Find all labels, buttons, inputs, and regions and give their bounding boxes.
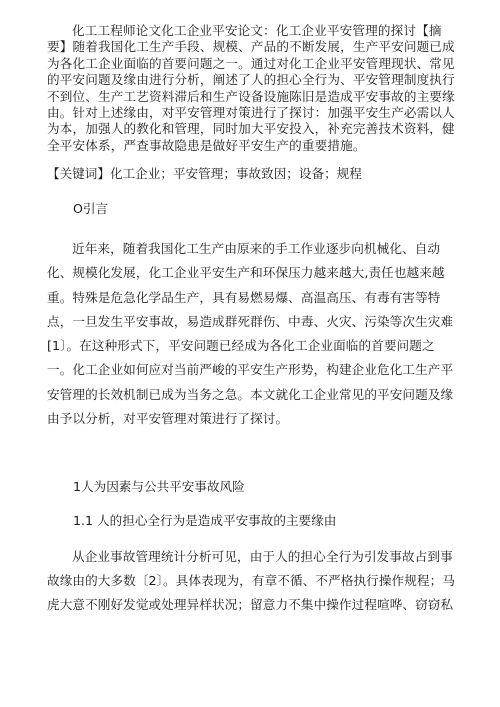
section-1-1-heading: 1.1 人的担心全行为是造成平安事故的主要缘由 [73, 513, 337, 528]
intro-heading: O引言 [73, 201, 109, 216]
section-1-heading: 1人为因素与公共平安事故风险 [73, 479, 245, 494]
abstract-paragraph: 化工工程师论文化工企业平安论文：化工企业平安管理的探讨【摘要】随着我国化工生产手段、规模、产品的不断发展，生产平安问题已成为各化工企业面临的首要问题之一。通过对化工企业平安管理现状、常见的平安问题及缘由进行分析，阐述了人的担心全行为、平安管理制度执行不到位、生产工艺资料滞后和生产设备设施陈旧是造成平安事故的主要缘由。针对上述缘由，对平安管理对策进行了探讨：加强平安生产必需以人为本，加强人的教化和管理，同时加大平安投入，补充完善技术资料，健全平安体系，严查事故隐患是做好平安生产的重要措施。 [47, 23, 455, 153]
intro-paragraph: 近年来，随着我国化工生产由原来的手工作业逐步向机械化、自动化、规模化发展，化工企业平安生产和环保压力越来越大,责任也越来越重。特殊是危急化学品生产，具有易燃易爆、高温高压、有毒有害等特点，一旦发生平安事故，易造成群死群伤、中毒、火灾、污染等次生灾难[1〕。在这种形式下，平安问题已经成为各化工企业面临的首要问题之一。化工企业如何应对当前严峻的平安生产形势，构建企业危化工生产平安管理的长效机制已成为当务之急。本文就化工企业常见的平安问题及缘由予以分析，对平安管理对策进行了探讨。 [47, 241, 454, 427]
section-1-1-paragraph: 从企业事故管理统计分析可见，由于人的担心全行为引发事故占到事故缘由的大多数〔2〕。具体表现为，有章不循、不严格执行操作规程；马虎大意不刚好发觉或处理异样状况；留意力不集中操作过程喧哗、窃窃私 [47, 549, 456, 612]
keywords-line: 【关键词】化工企业；平安管理；事故致因；设备；规程 [47, 166, 362, 181]
